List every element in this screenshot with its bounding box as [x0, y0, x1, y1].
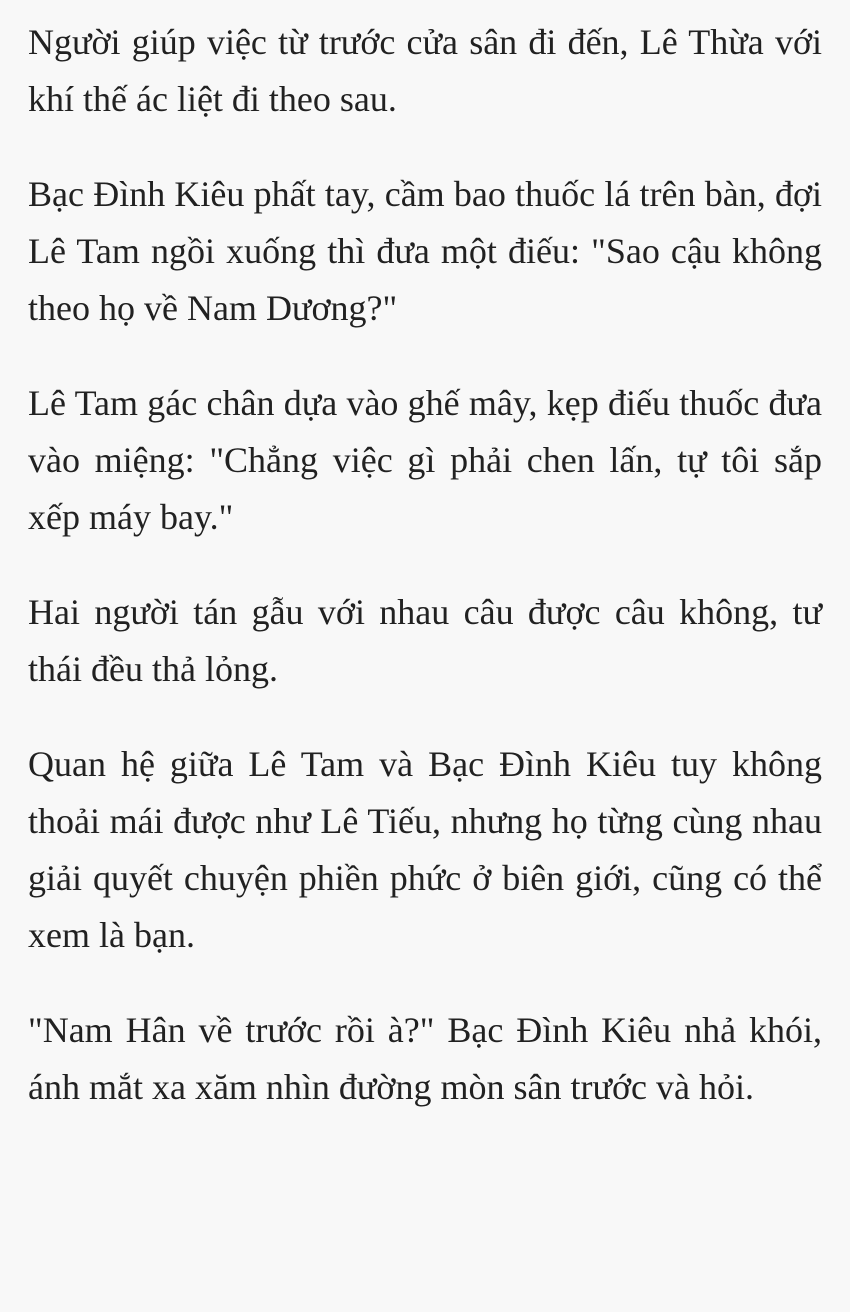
- paragraph: Bạc Đình Kiêu phất tay, cầm bao thuốc lá trên bàn, đợi Lê Tam ngồi xuống thì đưa một điếu: "Sao cậu không theo họ về Nam Dương?": [28, 174, 822, 328]
- paragraph: Hai người tán gẫu với nhau câu được câu không, tư thái đều thả lỏng.: [28, 592, 822, 689]
- paragraph: "Nam Hân về trước rồi à?" Bạc Đình Kiêu nhả khói, ánh mắt xa xăm nhìn đường mòn sân trước và hỏi.: [28, 1010, 822, 1107]
- paragraph: Lê Tam gác chân dựa vào ghế mây, kẹp điếu thuốc đưa vào miệng: "Chẳng việc gì phải chen lấn, tự tôi sắp xếp máy bay.": [28, 383, 822, 537]
- paragraph: Quan hệ giữa Lê Tam và Bạc Đình Kiêu tuy không thoải mái được như Lê Tiếu, nhưng họ từng cùng nhau giải quyết chuyện phiền phức ở biên giới, cũng có thể xem là bạn.: [28, 744, 822, 955]
- paragraph: Người giúp việc từ trước cửa sân đi đến, Lê Thừa với khí thế ác liệt đi theo sau.: [28, 22, 822, 119]
